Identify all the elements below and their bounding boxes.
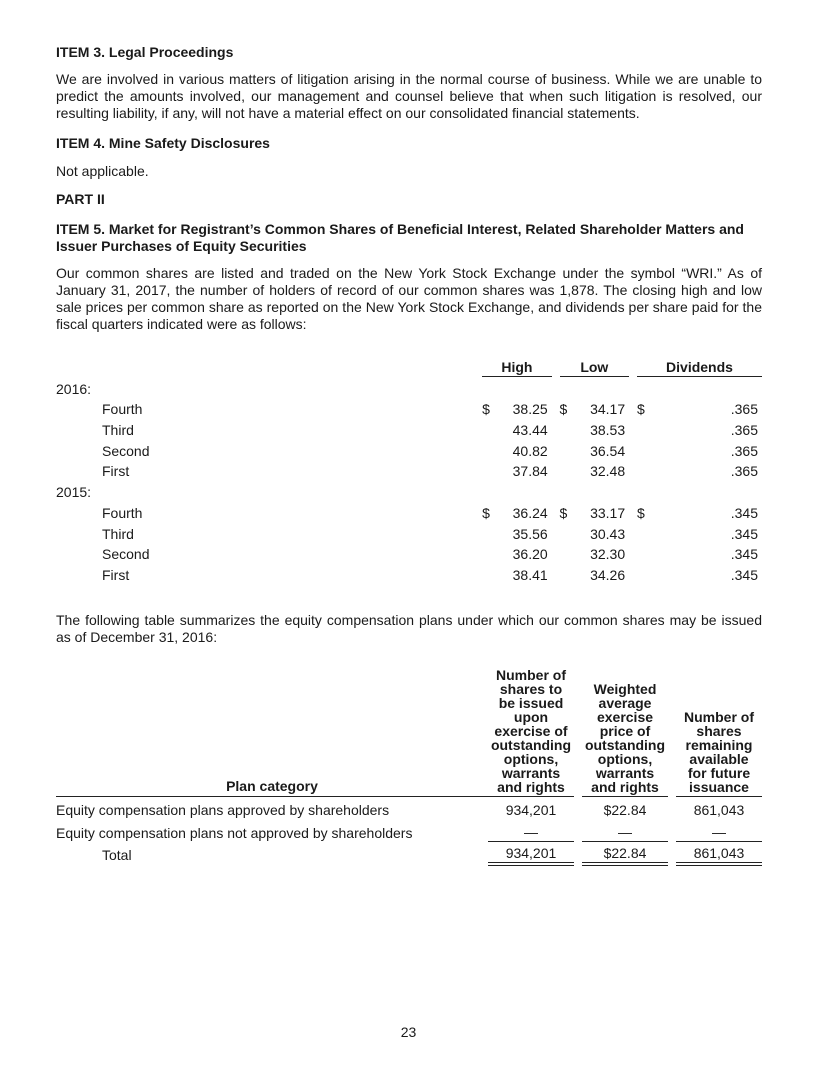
quarter-label: First bbox=[102, 463, 130, 480]
part-heading: PART II bbox=[56, 191, 105, 207]
table-row bbox=[56, 439, 762, 460]
currency-symbol bbox=[560, 439, 578, 460]
equity-total-cell: 934,201 bbox=[488, 842, 574, 865]
quarter-label: Third bbox=[102, 422, 134, 439]
currency-symbol: $ bbox=[636, 401, 645, 418]
item5-heading: ITEM 5. Market for Registrant’s Common Shares of Beneficial Interest, Related Shareholder Matters and Issuer Purchases of Equity Securities bbox=[56, 221, 744, 254]
price-header-low: Low bbox=[560, 358, 630, 377]
table-row bbox=[56, 398, 762, 419]
equity-header-weighted-price: Weighted average exercise price of outstanding options, warrants and rights bbox=[582, 668, 668, 797]
low-value: 34.17 bbox=[590, 401, 626, 418]
dividend-value: .365 bbox=[730, 442, 758, 459]
item4-heading: ITEM 4. Mine Safety Disclosures bbox=[56, 135, 270, 151]
table-row bbox=[56, 543, 762, 564]
currency-symbol bbox=[637, 543, 655, 564]
equity-cell: — bbox=[524, 824, 538, 840]
low-value: 33.17 bbox=[590, 504, 626, 521]
currency-symbol bbox=[482, 460, 500, 481]
item5-body: Our common shares are listed and traded on the New York Stock Exchange under the symbol “WRI.” As of January 31, 2017, the number of holders of record of our common shares was 1,878. The closing high and low sale prices per common share as reported on the New York Stock Exchange, and dividends per share paid for the fiscal quarters indicated were as follows: bbox=[56, 265, 762, 332]
currency-symbol bbox=[560, 460, 578, 481]
equity-cell: — bbox=[618, 824, 632, 840]
equity-total-cell: 861,043 bbox=[676, 842, 762, 865]
currency-symbol: $ bbox=[559, 401, 568, 418]
currency-symbol bbox=[482, 563, 500, 584]
table-row bbox=[56, 563, 762, 584]
table-row-total bbox=[56, 842, 762, 865]
currency-symbol bbox=[637, 460, 655, 481]
currency-symbol bbox=[637, 439, 655, 460]
high-value: 40.82 bbox=[512, 442, 548, 459]
quarter-label: Second bbox=[102, 546, 150, 563]
table-row bbox=[56, 418, 762, 439]
equity-intro: The following table summarizes the equity compensation plans under which our common shares may be issued as of December 31, 2016: bbox=[56, 612, 762, 645]
low-value: 38.53 bbox=[590, 422, 626, 439]
table-row bbox=[56, 501, 762, 522]
high-value: 36.24 bbox=[512, 504, 548, 521]
currency-symbol: $ bbox=[636, 504, 645, 521]
equity-total-cell: $22.84 bbox=[582, 842, 668, 865]
currency-symbol bbox=[637, 418, 655, 439]
table-row bbox=[56, 819, 762, 842]
equity-total-label: Total bbox=[102, 847, 132, 863]
currency-symbol bbox=[560, 522, 578, 543]
table-row bbox=[56, 460, 762, 481]
currency-symbol bbox=[482, 418, 500, 439]
low-value: 36.54 bbox=[590, 442, 626, 459]
low-value: 30.43 bbox=[590, 525, 626, 542]
currency-symbol: $ bbox=[482, 504, 490, 521]
year-label: 2015: bbox=[56, 484, 92, 501]
quarter-label: Fourth bbox=[102, 504, 143, 521]
high-value: 38.25 bbox=[512, 401, 548, 418]
high-value: 43.44 bbox=[512, 422, 548, 439]
high-value: 36.20 bbox=[512, 546, 548, 563]
dividend-value: .345 bbox=[730, 525, 758, 542]
dividend-value: .345 bbox=[730, 546, 758, 563]
currency-symbol: $ bbox=[559, 504, 568, 521]
year-label: 2016: bbox=[56, 380, 92, 397]
currency-symbol bbox=[560, 563, 578, 584]
low-value: 32.30 bbox=[590, 546, 626, 563]
currency-symbol bbox=[637, 563, 655, 584]
dividend-value: .365 bbox=[730, 422, 758, 439]
price-table bbox=[56, 358, 762, 584]
equity-table bbox=[56, 668, 762, 866]
year-row bbox=[56, 377, 762, 398]
currency-symbol bbox=[482, 439, 500, 460]
currency-symbol bbox=[482, 543, 500, 564]
equity-cell: 861,043 bbox=[693, 802, 745, 818]
price-header-dividends: Dividends bbox=[637, 358, 762, 377]
equity-header-shares-to-be-issued: Number of shares to be issued upon exercise of outstanding options, warrants and rights bbox=[488, 668, 574, 797]
quarter-label: Fourth bbox=[102, 401, 143, 418]
equity-row-label: Equity compensation plans not approved by shareholders bbox=[56, 824, 413, 841]
price-header-high: High bbox=[482, 358, 552, 377]
equity-header-plan-category: Plan category bbox=[56, 668, 488, 797]
quarter-label: Second bbox=[102, 442, 150, 459]
item4-body: Not applicable. bbox=[56, 163, 149, 179]
equity-row-label: Equity compensation plans approved by shareholders bbox=[56, 802, 390, 818]
page-number: 23 bbox=[400, 1024, 417, 1040]
currency-symbol bbox=[637, 522, 655, 543]
dividend-value: .365 bbox=[730, 401, 758, 418]
dividend-value: .345 bbox=[730, 504, 758, 521]
currency-symbol: $ bbox=[482, 401, 490, 418]
low-value: 34.26 bbox=[590, 566, 626, 583]
high-value: 38.41 bbox=[512, 566, 548, 583]
dividend-value: .365 bbox=[730, 463, 758, 480]
equity-cell: $22.84 bbox=[603, 802, 647, 818]
equity-cell: — bbox=[712, 824, 726, 840]
dividend-value: .345 bbox=[730, 566, 758, 583]
item3-heading: ITEM 3. Legal Proceedings bbox=[56, 44, 234, 60]
year-row bbox=[56, 480, 762, 501]
high-value: 35.56 bbox=[512, 525, 548, 542]
table-row bbox=[56, 522, 762, 543]
low-value: 32.48 bbox=[590, 463, 626, 480]
equity-header-shares-remaining: Number of shares remaining available for future issuance bbox=[676, 668, 762, 797]
currency-symbol bbox=[560, 543, 578, 564]
high-value: 37.84 bbox=[512, 463, 548, 480]
table-row bbox=[56, 797, 762, 820]
item3-body: We are involved in various matters of litigation arising in the normal course of business. While we are unable to predict the amounts involved, our management and counsel believe that when such litigation is resolved, our resulting liability, if any, will not have a material effect on our consolidated financial statements. bbox=[56, 71, 762, 121]
currency-symbol bbox=[560, 418, 578, 439]
quarter-label: First bbox=[102, 566, 130, 583]
equity-cell: 934,201 bbox=[505, 802, 557, 818]
currency-symbol bbox=[482, 522, 500, 543]
quarter-label: Third bbox=[102, 525, 134, 542]
